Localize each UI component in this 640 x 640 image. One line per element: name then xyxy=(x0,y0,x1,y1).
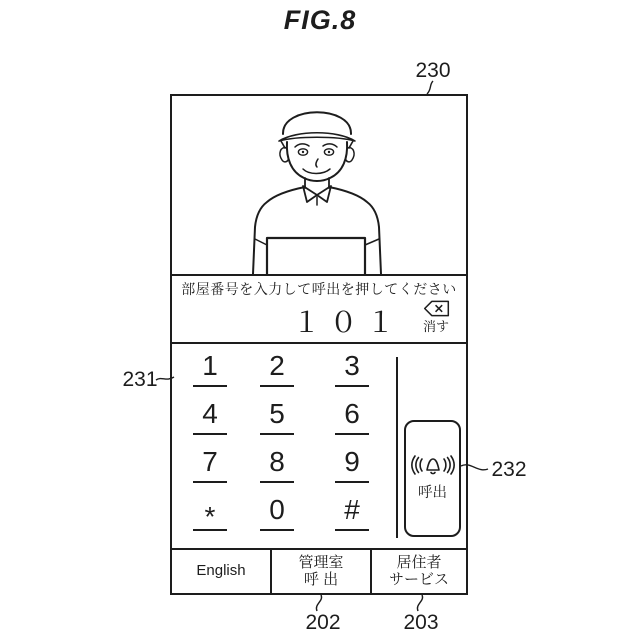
keypad-key-7[interactable]: 7 xyxy=(178,447,242,483)
head xyxy=(280,142,354,188)
keypad-call-divider xyxy=(396,357,398,538)
intercom-screen-content xyxy=(172,96,466,593)
video-display xyxy=(172,96,466,274)
resident-service-label-line1: 居住者 xyxy=(396,554,442,571)
key-underline xyxy=(335,529,369,531)
keypad-key-hash[interactable]: # xyxy=(320,495,384,531)
keypad-key-8[interactable]: 8 xyxy=(245,447,309,483)
ref-label-resident-service: 203 xyxy=(403,611,439,634)
keypad-key-1[interactable]: 1 xyxy=(178,351,242,387)
key-underline xyxy=(193,481,227,483)
english-button-label: English xyxy=(196,562,246,580)
key-underline xyxy=(260,385,294,387)
bell-with-sound-waves-icon xyxy=(409,453,457,477)
key-underline xyxy=(260,481,294,483)
key-underline xyxy=(193,433,227,435)
key-underline xyxy=(260,529,294,531)
keypad-key-star[interactable]: * xyxy=(178,495,242,531)
clear-button-label: 消す xyxy=(422,319,449,334)
manager-call-label-line2: 呼 出 xyxy=(303,570,339,588)
call-button[interactable] xyxy=(404,420,461,537)
resident-service-label-line2: サービス xyxy=(388,570,449,588)
resident-service-button[interactable] xyxy=(370,550,466,593)
ref-label-call-button: 232 xyxy=(491,458,527,481)
key-underline xyxy=(260,433,294,435)
key-underline xyxy=(335,481,369,483)
manager-call-button[interactable] xyxy=(270,550,370,593)
keypad-key-5[interactable]: 5 xyxy=(245,399,309,435)
intercom-screen-panel xyxy=(170,94,468,595)
call-button-label: 呼出 xyxy=(418,485,447,501)
section-divider xyxy=(172,274,466,276)
backspace-icon xyxy=(423,300,450,317)
english-button[interactable] xyxy=(172,550,270,593)
cap xyxy=(279,112,355,148)
key-underline xyxy=(335,433,369,435)
bottom-bar xyxy=(172,550,466,593)
key-underline xyxy=(335,385,369,387)
section-divider xyxy=(172,342,466,344)
clear-button[interactable] xyxy=(418,300,454,334)
figure-title: FIG.8 xyxy=(283,5,357,35)
manager-call-label-line1: 管理室 xyxy=(298,554,344,571)
keypad-key-4[interactable]: 4 xyxy=(178,399,242,435)
ref-label-keypad: 231 xyxy=(122,368,158,391)
keypad-key-9[interactable]: 9 xyxy=(320,447,384,483)
instruction-message: 部屋番号を入力して呼出を押してください xyxy=(181,281,457,297)
keypad-key-0[interactable]: 0 xyxy=(245,495,309,531)
keypad-key-6[interactable]: 6 xyxy=(320,399,384,435)
room-number-display: １０１ xyxy=(292,307,404,338)
leader-203 xyxy=(417,595,422,611)
ref-label-screen: 230 xyxy=(415,59,451,82)
parcel-box xyxy=(267,238,365,274)
key-underline xyxy=(193,385,227,387)
keypad-key-3[interactable]: 3 xyxy=(320,351,384,387)
ref-label-manager-call: 202 xyxy=(305,611,341,634)
keypad-key-2[interactable]: 2 xyxy=(245,351,309,387)
visitor-illustration xyxy=(172,96,466,274)
leader-202 xyxy=(316,595,321,611)
